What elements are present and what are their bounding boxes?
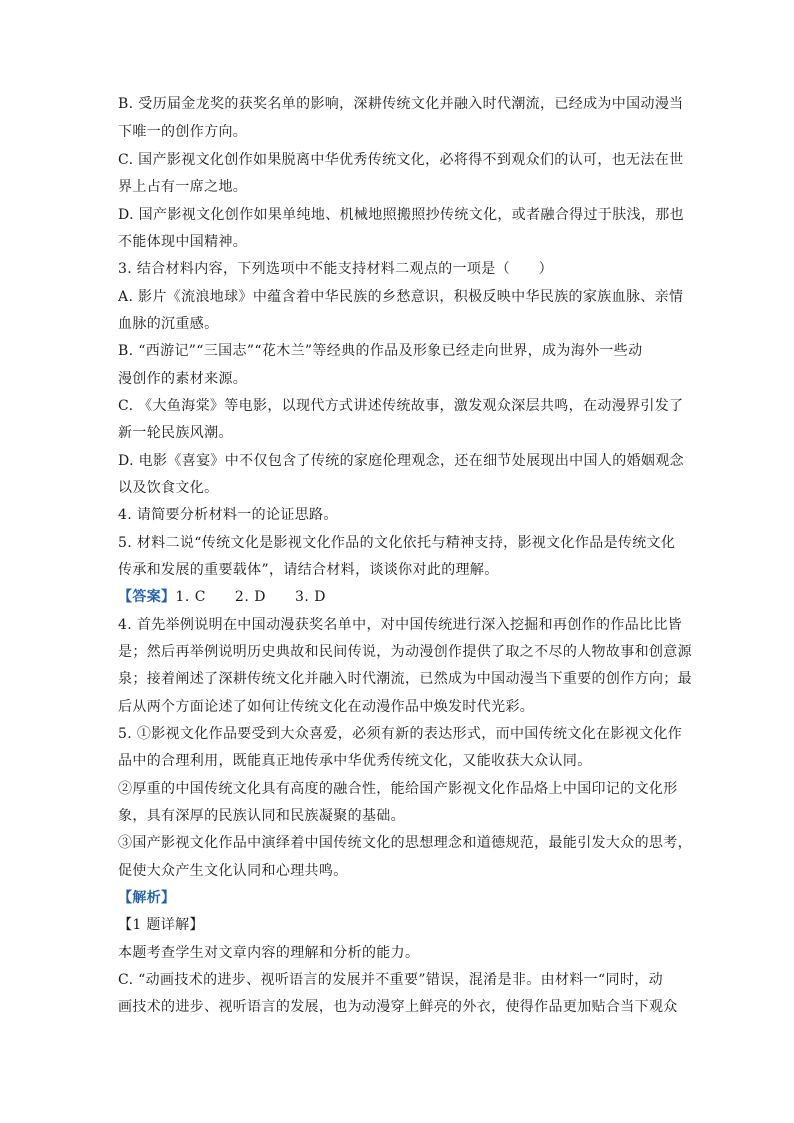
analysis-c-line2: 画技术的进步、视听语言的发展，也为动漫穿上鲜亮的外衣，使得作品更加贴合当下观众 — [118, 999, 678, 1015]
answer-5-point1-line1: 5. ①影视文化作品要受到大众喜爱，必须有新的表达形式，而中国传统文化在影视文化作 — [118, 726, 683, 742]
answer-4-line1: 4. 首先举例说明在中国动漫获奖名单中，对中国传统进行深入挖掘和再创作的作品比比皆 — [118, 617, 683, 633]
answer-5-point2-line1: ②厚重的中国传统文化具有高度的融合性，能给国产影视文化作品烙上中国印记的文化形 — [118, 781, 678, 797]
q4-stem: 4. 请简要分析材料一的论证思路。 — [118, 507, 338, 523]
q2-option-b-line2: 下唯一的创作方向。 — [118, 124, 248, 140]
q3-option-d-line1: D. 电影《喜宴》中不仅包含了传统的家庭伦理观念，还在细节处展现出中国人的婚姻观念 — [118, 453, 684, 469]
q3-option-a-line1: A. 影片《流浪地球》中蕴含着中华民族的乡愁意识，积极反映中华民族的家族血脉、亲情 — [118, 289, 684, 305]
q3-option-a-line2: 血脉的沉重感。 — [118, 316, 219, 332]
q3-option-c-line1: C. 《大鱼海棠》等电影，以现代方式讲述传统故事，激发观众深层共鸣，在动漫界引发了 — [118, 398, 684, 414]
q5-stem-line1: 5. 材料二说“传统文化是影视文化作品的文化依托与精神支持，影视文化作品是传统文化 — [118, 535, 676, 551]
answer-4-line3: 泉；接着阐述了深耕传统文化并融入时代潮流，已然成为中国动漫当下重要的创作方向；最 — [118, 671, 692, 687]
analysis-tag: 【解析】 — [118, 890, 176, 906]
q3-option-c-line2: 新一轮民族风潮。 — [118, 425, 233, 441]
q3-option-d-line2: 以及饮食文化。 — [118, 480, 219, 496]
q2-option-d-line2: 不能体现中国精神。 — [118, 234, 248, 250]
q2-option-d-line1: D. 国产影视文化创作如果单纯地、机械地照搬照抄传统文化，或者融合得过于肤浅，那也 — [118, 207, 684, 223]
q3-stem: 3. 结合材料内容，下列选项中不能支持材料二观点的一项是（ ） — [118, 261, 554, 277]
answer-line — [118, 587, 326, 607]
q2-option-b-line1: B. 受历届金龙奖的获奖名单的影响，深耕传统文化并融入时代潮流，已经成为中国动漫当 — [118, 96, 684, 112]
answer-5-point3-line2: 促使大众产生文化认同和心理共鸣。 — [118, 863, 348, 879]
answer-5-point1-line2: 品中的合理利用，既能真正地传承中华优秀传统文化，又能收获大众认同。 — [118, 753, 592, 769]
q2-option-c-line1: C. 国产影视文化创作如果脱离中华优秀传统文化，必将得不到观众们的认可，也无法在世 — [118, 152, 684, 168]
answer-4-line4: 后从两个方面论述了如何让传统文化在动漫作品中焕发时代光彩。 — [118, 699, 535, 715]
q5-stem-line2: 传承和发展的重要载体”，请结合材料，谈谈你对此的理解。 — [118, 562, 499, 578]
analysis-intro: 本题考查学生对文章内容的理解和分析的能力。 — [118, 945, 420, 961]
answer-4-line2: 是；然后再举例说明历史典故和民间传说，为动漫创作提供了取之不尽的人物故事和创意源 — [118, 644, 692, 660]
answer-values: 1. C 2. D 3. D — [175, 589, 326, 605]
answer-5-point2-line2: 象，具有深厚的民族认同和民族凝聚的基础。 — [118, 808, 405, 824]
answer-5-point3-line1: ③国产影视文化作品中演绎着中国传统文化的思想理念和道德规范，最能引发大众的思考， — [118, 835, 692, 851]
q2-option-c-line2: 界上占有一席之地。 — [118, 179, 248, 195]
answer-tag: 【答案】 — [118, 589, 176, 605]
q3-option-b-line1: B. “西游记”“三国志”“花木兰”等经典的作品及形象已经走向世界，成为海外一些动 — [118, 343, 643, 359]
analysis-subheading: 【1 题详解】 — [118, 917, 204, 933]
q3-option-b-line2: 漫创作的素材来源。 — [118, 371, 248, 387]
analysis-c-line1: C. “动画技术的进步、视听语言的发展并不重要”错误，混淆是非。由材料一“同时，动 — [118, 972, 663, 988]
